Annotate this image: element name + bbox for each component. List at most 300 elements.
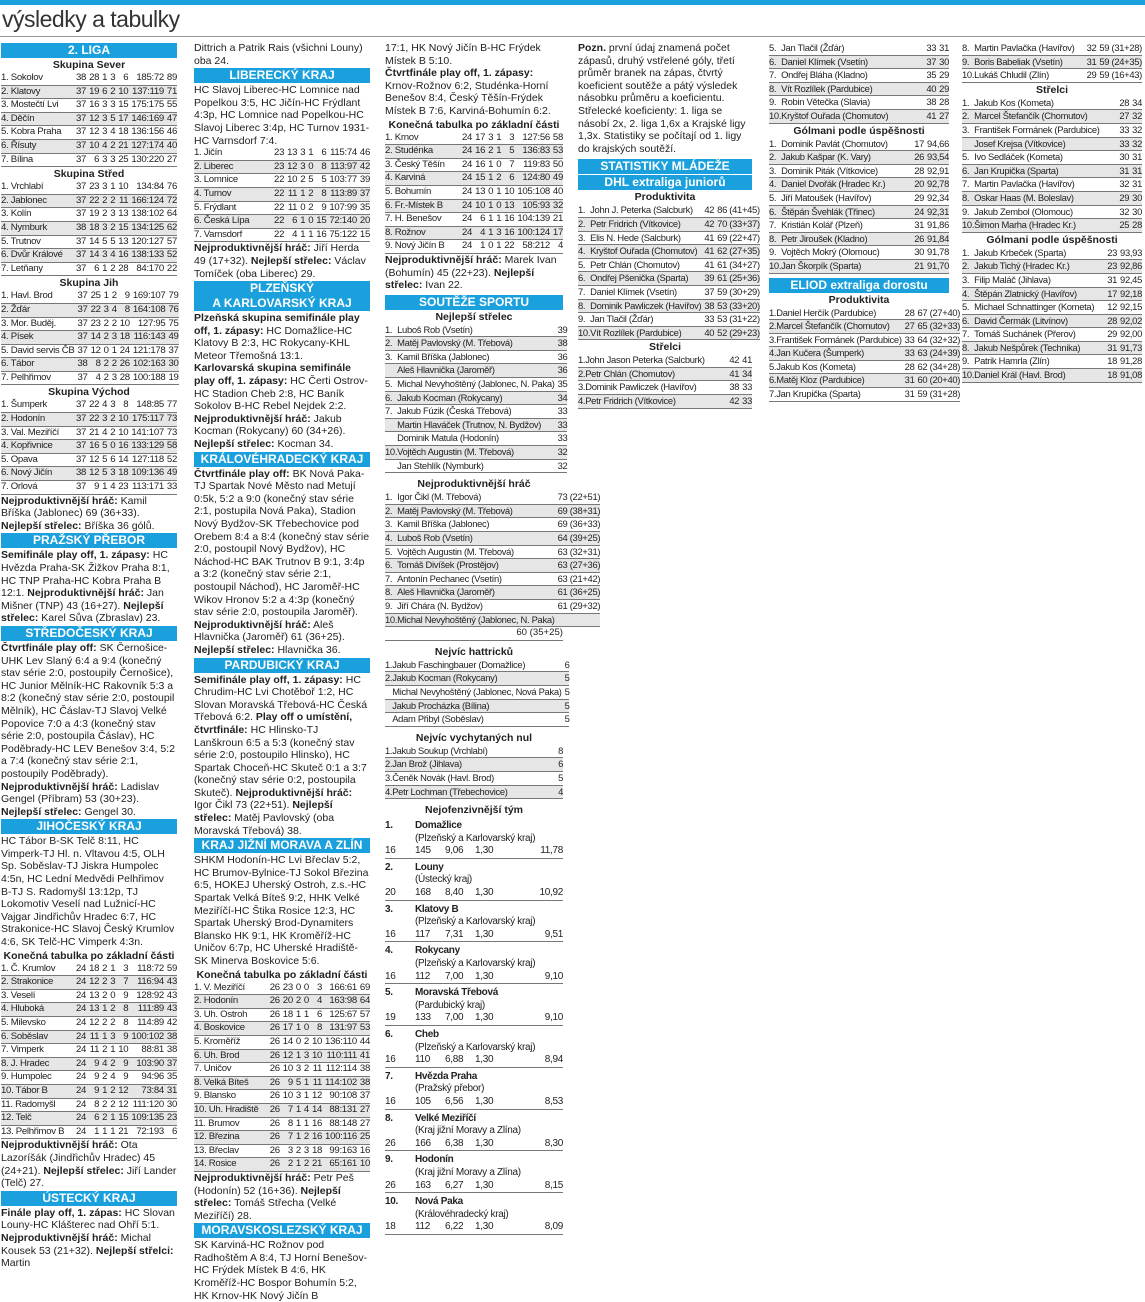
liberecky-table	[194, 147, 370, 242]
liberecky-note: Nejproduktivnější hráč: Jiří Herda 49 (17+32). Nejlepší střelec: Václav Tomíček (oba Liberec) 29.	[194, 242, 366, 280]
team-cell: 13. Břeclav	[194, 1144, 239, 1156]
rank-cell: 9.	[962, 55, 974, 69]
player-cell: Michal Nevyhoštěný (Jablonec, Nová Paka)	[392, 685, 562, 697]
stat-cell: 12	[280, 1049, 293, 1063]
stat-cell: 1	[297, 187, 305, 201]
stat-cell: 11	[86, 1030, 99, 1044]
value-cell: 35	[926, 69, 937, 81]
stat-cell: 94:96	[141, 1071, 164, 1083]
team-stat: 16	[385, 1054, 415, 1067]
stat-cell: 6	[171, 1125, 177, 1137]
stat-cell: 2	[107, 1057, 115, 1071]
table-row	[385, 685, 569, 699]
column-5	[769, 42, 961, 402]
rank-cell: 2.	[962, 110, 974, 124]
team-stat: 6,88	[445, 1054, 475, 1067]
table-row	[769, 259, 949, 273]
jizni-morava-note: Nejproduktivnější hráč: Petr Peš (Hodonín) 52 (16+36). Nejlepší střelec: Tomáš Střecha (Velké Meziříčí) 28.	[194, 1171, 354, 1222]
nul-title: Nejvíc vychytaných nul	[415, 731, 533, 744]
rank-cell: 2.	[385, 504, 397, 518]
value-cell: 18	[1107, 355, 1118, 367]
team-region-row	[385, 958, 563, 971]
table-row	[769, 109, 949, 123]
stat-cell: 0	[301, 995, 309, 1009]
player-cell: Jakub Soukup (Vrchlabí)	[392, 744, 488, 756]
rank-cell: 2.	[578, 367, 585, 381]
stat-cell: 53	[550, 145, 563, 159]
region-spacer	[385, 1209, 415, 1222]
jizni-morava-table-title: Konečná tabulka po základní části	[196, 968, 368, 981]
section-header-stredocesky: STŘEDOČESKÝ KRAJ	[1, 626, 177, 641]
stat-cell: 12	[89, 453, 100, 465]
stat-cell: 37	[76, 99, 87, 111]
team-region: (Královéhradecký kraj)	[415, 1208, 509, 1220]
team-stats-row	[385, 1221, 563, 1234]
team-stat: 168	[415, 887, 445, 900]
moravskoslezsky-text: SK Karviná-HC Rožnov pod Radhoštěm A 8:4, TJ Horní Benešov-HC Frýdek Místek B 4:6, HK Kroměříž-HC Bospor Bohumín 5:2, HK Krnov-HK Nový Jičín B	[194, 1239, 368, 1302]
team-name-row	[385, 817, 563, 833]
stat-cell: 89	[166, 72, 177, 83]
team-region: (Pardubický kraj)	[415, 999, 485, 1011]
team-stats-row	[385, 1054, 563, 1067]
stat-cell: 2	[493, 172, 501, 186]
stat-cell: 2	[102, 989, 108, 1001]
stat-cell: 121:178	[132, 344, 166, 356]
rank-cell: 4.	[769, 347, 776, 361]
player-cell: Matěj Pavlovský (M. Třebová)	[397, 337, 554, 351]
value-cell: 41	[704, 231, 715, 243]
table-row	[385, 518, 600, 532]
rank-cell: 2.	[385, 337, 397, 351]
table-row	[194, 1158, 370, 1172]
table-row	[385, 158, 563, 172]
stat-cell: 15	[313, 215, 326, 229]
player-cell: Daniel Dvořák (Hradec Kr.)	[781, 178, 911, 192]
stat-cell: 136:83	[514, 145, 550, 159]
stat-cell: 72:140	[326, 215, 357, 229]
group-title: Skupina Střed	[53, 168, 125, 181]
rank-cell: 10.	[962, 219, 974, 233]
stat-cell: 37	[164, 1057, 177, 1071]
table-row	[962, 191, 1142, 205]
table-row	[769, 333, 960, 347]
stat-cell: 24	[462, 240, 473, 252]
stat-cell: 0	[305, 215, 313, 229]
table-row	[962, 69, 1142, 83]
stat-cell: 2	[301, 1131, 309, 1145]
stat-cell: 6	[94, 153, 100, 165]
jihocesky-table	[1, 963, 177, 1140]
player-cell: Luboš Rob (Vsetín)	[397, 323, 473, 335]
table-row	[385, 532, 600, 546]
rank-cell: 4.	[578, 395, 585, 409]
stat-cell: 2	[280, 1158, 293, 1172]
value-cell: 59 (16+43)	[1099, 69, 1142, 81]
group-title: Skupina Sever	[52, 59, 126, 71]
player-cell: Filip Maláč (Jihlava)	[974, 273, 1051, 285]
team-stat: 16	[385, 971, 415, 984]
value-cell: 5	[564, 713, 570, 725]
table-row	[962, 97, 1142, 110]
stat-cell: 73	[166, 426, 177, 438]
stat-cell: 100:124	[514, 226, 550, 240]
stat-cell: 31	[164, 1084, 177, 1098]
stat-cell: 16	[115, 440, 128, 454]
stat-cell: 2	[485, 145, 493, 159]
player-cell: Jakub Kos (Kometa)	[974, 96, 1054, 108]
rank-cell: 3.	[578, 381, 586, 393]
table-row	[385, 199, 563, 213]
player-cell: Jakub Fúzik (Česká Třebová)	[397, 405, 512, 417]
stat-cell: 71	[164, 85, 177, 99]
player-cell: Daniel Klímek (Vsetín)	[781, 55, 923, 69]
value-cell: 42	[704, 204, 715, 216]
rank-cell: 9.	[962, 355, 970, 367]
moravskoslezsky-continued: 17:1, HK Nový Jičín B-HC Frýdek Místek B 5:10.	[385, 42, 541, 67]
value-cell: 41	[726, 367, 739, 381]
stat-cell: 13	[475, 185, 486, 197]
stat-cell: 3	[317, 981, 323, 993]
table-row	[962, 164, 1142, 178]
stat-cell: 3	[110, 399, 116, 411]
stat-cell: 7	[280, 1103, 293, 1117]
player-cell: Aleš Hlavnička (Jaroměř)	[397, 586, 554, 600]
value-cell: 63 (21+42)	[557, 572, 601, 584]
value-cell: 33	[739, 395, 752, 409]
stat-cell: 38	[164, 1030, 177, 1044]
stat-cell: 13	[118, 208, 129, 220]
rank-cell: 5.	[962, 301, 970, 313]
section-header-mladez: STATISTIKY MLÁDEŽE	[578, 159, 752, 174]
tym-title: Nejofenzivnější tým	[424, 804, 524, 817]
stat-cell: 2	[99, 194, 107, 208]
stat-cell: 26	[267, 1158, 280, 1172]
player-cell: Petr Jiroušek (Kladno)	[781, 232, 911, 246]
stat-cell: 0	[496, 158, 502, 170]
table-row	[1, 1057, 177, 1071]
team-cell: 11. Brumov	[194, 1117, 240, 1129]
stat-cell: 4	[109, 303, 117, 317]
rank-cell: 7.	[962, 328, 970, 340]
stat-cell: 107:99	[329, 201, 357, 213]
team-region-row	[385, 1209, 563, 1222]
nul-table	[385, 745, 563, 799]
table-row	[1, 440, 177, 454]
stat-cell: 24	[462, 213, 473, 225]
team-cell: 3. Mostečtí Lvi	[1, 99, 59, 111]
stat-cell: 1	[493, 145, 501, 159]
stat-cell: 113:89	[326, 187, 357, 201]
value-cell: 41	[742, 354, 752, 366]
stat-cell: 37	[76, 235, 87, 247]
stat-cell: 24	[76, 1125, 87, 1137]
table-row	[385, 350, 567, 364]
rank-cell: 6.	[578, 272, 590, 286]
group-table	[1, 290, 179, 385]
stat-cell: 26	[117, 358, 130, 372]
value-cell: 31	[914, 219, 925, 231]
stat-cell: 52	[164, 249, 177, 263]
stat-cell: 3	[297, 160, 305, 174]
rank-cell: 5.	[578, 258, 586, 270]
stat-cell: 5	[501, 145, 514, 159]
table-row	[194, 215, 370, 229]
team-cell: 3. Lomnice	[194, 174, 238, 186]
section-header-dhl: DHL extraliga juniorů	[578, 175, 752, 190]
stat-cell: 88:81	[141, 1044, 164, 1056]
section-header-jihocesky: JIHOČESKÝ KRAJ	[1, 819, 177, 834]
stat-cell: 23	[90, 317, 101, 329]
table-row	[769, 307, 960, 320]
stat-cell: 11	[312, 1063, 323, 1075]
rank-cell: 10.	[769, 109, 781, 123]
player-cell: Tomáš Divíšek (Prostějov)	[397, 559, 554, 573]
team-cell: 7. Vimperk	[1, 1044, 44, 1056]
stat-cell: 2	[103, 317, 109, 329]
stat-cell: 79	[168, 290, 179, 302]
player-cell: Jan Kučera (Šumperk)	[776, 347, 901, 361]
table-row	[962, 314, 1142, 328]
stat-cell: 138:133	[128, 249, 164, 263]
team-cell: 3. Val. Meziříčí	[1, 426, 59, 438]
stat-cell: 21	[89, 426, 100, 438]
team-cell: 7. Varnsdorf	[194, 228, 242, 240]
team-stat: 112	[415, 1221, 445, 1234]
team-name: Hodonín	[415, 1154, 454, 1166]
table-row	[194, 1035, 370, 1049]
player-cell: Martin Pavlačka (Havířov)	[974, 42, 1075, 53]
stat-cell: 10	[282, 1090, 293, 1102]
stat-cell: 6	[123, 72, 129, 83]
value-cell: 59 (24+35)	[1096, 55, 1142, 69]
stat-cell: 1	[488, 213, 494, 225]
table-row	[1, 344, 179, 358]
team-cell: 7. H. Benešov	[385, 213, 442, 225]
team-rank: 9.	[385, 1154, 393, 1166]
table-row	[1, 317, 179, 331]
table-row	[1, 426, 177, 440]
team-region: (Kraj jižní Moravy a Zlína)	[415, 1125, 521, 1137]
team-region: (Pražský přebor)	[415, 1083, 485, 1095]
player-cell: Kryštof Ouřada (Chomutov)	[781, 109, 923, 123]
table-row	[1, 181, 177, 194]
team-cell: 2. Liberec	[194, 160, 271, 174]
table-row	[1, 85, 177, 99]
table-row	[962, 110, 1142, 124]
table-row	[385, 145, 563, 159]
value-cell: 5	[562, 699, 570, 713]
stat-cell: 37	[76, 208, 87, 220]
player-cell: Jan Brož (Jihlava)	[392, 758, 555, 772]
stat-cell: 37	[76, 181, 87, 193]
table-row	[385, 745, 563, 758]
value-cell: 23	[1107, 246, 1118, 258]
stat-cell: 26	[269, 1063, 280, 1075]
stat-cell: 37	[359, 1090, 370, 1102]
stat-cell: 21	[309, 1158, 322, 1172]
stat-cell: 2	[103, 371, 109, 383]
stat-cell: 175:175	[131, 99, 164, 111]
player-cell: Daniel Herčík (Pardubice)	[776, 306, 877, 318]
stat-cell: 124:80	[514, 172, 550, 186]
value-cell: 91,84	[924, 232, 949, 246]
rank-cell: 5.	[769, 360, 777, 372]
stat-cell: 0	[295, 981, 301, 993]
table-row	[194, 1144, 370, 1158]
team-stat: 145	[415, 845, 445, 858]
stat-cell: 1	[110, 1125, 116, 1137]
rank-cell: 4.	[385, 785, 392, 799]
player-cell: Matěj Pavlovský (M. Třebová)	[397, 504, 554, 518]
team-stat: 1,30	[475, 1012, 505, 1025]
stat-cell: 44	[359, 1035, 370, 1047]
stat-cell: 5	[107, 112, 115, 126]
stat-cell: 148:85	[136, 399, 164, 411]
team-stat: 8,15	[505, 1180, 563, 1193]
stat-cell: 10	[86, 139, 99, 153]
stat-cell: 12	[118, 1098, 129, 1110]
stat-cell: 64	[166, 208, 177, 220]
team-cell: 8. Velká Bíteš	[194, 1076, 267, 1090]
table-row	[769, 138, 949, 151]
team-cell: 1. Jičín	[194, 147, 222, 159]
rank-cell: 1.	[962, 96, 970, 108]
team-cell: 2. Klatovy	[1, 85, 73, 99]
team-rank: 6.	[385, 1029, 393, 1040]
team-name: Rokycany	[415, 945, 460, 957]
value-cell: 31	[1084, 55, 1097, 69]
stat-cell: 1	[99, 1003, 107, 1017]
team-stat: 18	[385, 1221, 415, 1234]
value-cell: 91,70	[924, 259, 949, 273]
team-cell: 3. Český Těšín	[385, 158, 445, 170]
team-cell: 7. Bílina	[1, 153, 33, 165]
value-cell: 17	[1104, 287, 1117, 301]
rank-cell: 6.	[769, 374, 776, 388]
stat-cell: 114:89	[137, 1017, 164, 1028]
rank-cell: 7.	[578, 285, 586, 297]
rank-cell: 1.	[769, 137, 777, 149]
team-name-row	[385, 900, 563, 916]
player-cell: Michal Nevyhoštěný (Jablonec, N. Paka)	[397, 613, 554, 627]
stat-cell: 10	[282, 1063, 293, 1075]
table-row	[385, 226, 563, 240]
stat-cell: 1	[300, 228, 306, 240]
table-row	[1, 1003, 177, 1017]
stat-cell: 7	[280, 1131, 293, 1145]
stat-cell: 0	[295, 1035, 301, 1047]
player-cell: Ondřej Bláha (Kladno)	[781, 69, 868, 81]
stat-cell: 6	[321, 147, 327, 159]
stat-cell: 6	[317, 1008, 323, 1020]
team-stat: 6,56	[445, 1096, 475, 1109]
region-spacer	[385, 1042, 415, 1055]
team-stat: 110	[415, 1054, 445, 1067]
stat-cell: 2	[301, 1158, 309, 1172]
stat-cell: 166:124	[128, 194, 164, 208]
stat-cell: 2	[102, 1071, 108, 1083]
stat-cell: 1	[102, 1125, 108, 1137]
value-cell: 31	[1107, 273, 1118, 285]
value-cell: 86 (41+45)	[717, 204, 760, 216]
stat-cell: 128:92	[136, 989, 164, 1001]
team-stat: 16	[385, 845, 415, 858]
table-row	[194, 1008, 370, 1022]
stat-cell: 23	[282, 981, 293, 993]
stat-cell: 8	[309, 1022, 322, 1036]
table-row	[194, 982, 370, 995]
player-cell: Dominik Matula (Hodonín)	[397, 432, 499, 444]
value-cell: 92,78	[924, 178, 949, 192]
stat-cell: 88:131	[322, 1103, 357, 1117]
team-region-row	[385, 1167, 563, 1180]
table-row	[578, 326, 760, 340]
stat-cell: 2	[110, 426, 116, 438]
stat-cell: 2	[107, 85, 115, 99]
stat-cell: 26	[267, 1049, 280, 1063]
section-header-souteze-sportu: SOUTĚŽE SPORTU	[385, 295, 563, 310]
rank-cell: 4.	[769, 178, 781, 192]
kralovehradecky-text: Čtvrtfinále play off: BK Nová Paka-TJ Spartak Nové Město nad Metují 0:5k, 5:2 a 9:0 (konečný stav série 2:1, postupila Nová Paka), Stadion Nový Bydžov-SK Třebechovice pod Orebem 8:4 a 8:4 (konečný stav série 2:0, postoupil Nový Bydžov), HC Náchod-HC BAK Trutnov B 9:1, 3:4p a 3:2 (konečný stav série 2:1, postoupil Náchod), HC Jaroměř-HC Wikov Hronov 5:2 a 4:3p (konečný stav série 2:0, postoupila Jaroměř). Nejproduktivnější hráč: Aleš Hlavnička (Jaroměř) 61 (36+25). Nejlepší střelec: Hlavnička 36.	[194, 467, 370, 656]
stat-cell: 17	[550, 226, 563, 240]
table-row	[962, 247, 1142, 260]
stat-cell: 9	[115, 1057, 128, 1071]
team-cell: 3. Veselí	[1, 989, 36, 1001]
team-name-row	[385, 1067, 563, 1083]
player-cell: Jan Tlačil (Žďár)	[590, 313, 654, 325]
stat-cell: 8	[287, 1117, 293, 1129]
region-spacer	[385, 916, 415, 929]
stat-cell: 1	[496, 185, 502, 197]
player-cell: Šimon Marha (Hradec Kr.)	[974, 219, 1116, 233]
player-cell: Dominik Pawliczek (Havířov)	[585, 381, 697, 393]
rank-cell: 3.	[962, 123, 970, 135]
rank-cell: 8.	[385, 586, 397, 600]
stat-cell: 13	[287, 147, 298, 159]
player-cell: Michael Schnattinger (Kometa)	[974, 301, 1095, 313]
table-row	[962, 273, 1142, 287]
team-cell: 5. David servis ČB	[1, 344, 75, 356]
column-1	[1, 42, 177, 1270]
stat-cell: 3	[509, 131, 515, 143]
stat-cell: 13	[86, 1003, 99, 1017]
stat-cell: 99:163	[329, 1144, 357, 1156]
stat-cell: 14	[282, 1035, 293, 1047]
stat-cell: 16	[86, 440, 99, 454]
column-2	[194, 42, 370, 1302]
table-row	[578, 217, 760, 231]
stat-cell: 37	[73, 139, 86, 153]
stat-cell: 37	[73, 112, 86, 126]
stat-cell: 109:136	[128, 467, 164, 481]
value-cell: 53 (31+22)	[717, 313, 760, 325]
stat-cell: 8	[115, 1003, 128, 1017]
value-cell: 62 (34+28)	[917, 360, 961, 372]
value-cell: 65 (32+33)	[914, 320, 960, 334]
stat-cell: 35	[166, 1071, 177, 1083]
stat-cell: 3	[99, 249, 107, 263]
table-row	[385, 213, 563, 227]
player-cell: Vít Rozlílek (Pardubice)	[590, 326, 701, 340]
player-cell: John J. Peterka (Salcburk)	[590, 204, 693, 216]
stat-cell: 9	[94, 1071, 100, 1083]
stat-cell: 21	[118, 1125, 129, 1137]
team-cell: 6. Řísuty	[1, 139, 73, 153]
table-row	[578, 381, 752, 395]
table-row	[385, 572, 600, 586]
team-cell: 7. Uničov	[194, 1063, 232, 1075]
value-cell: 62 (27+35)	[714, 245, 760, 259]
